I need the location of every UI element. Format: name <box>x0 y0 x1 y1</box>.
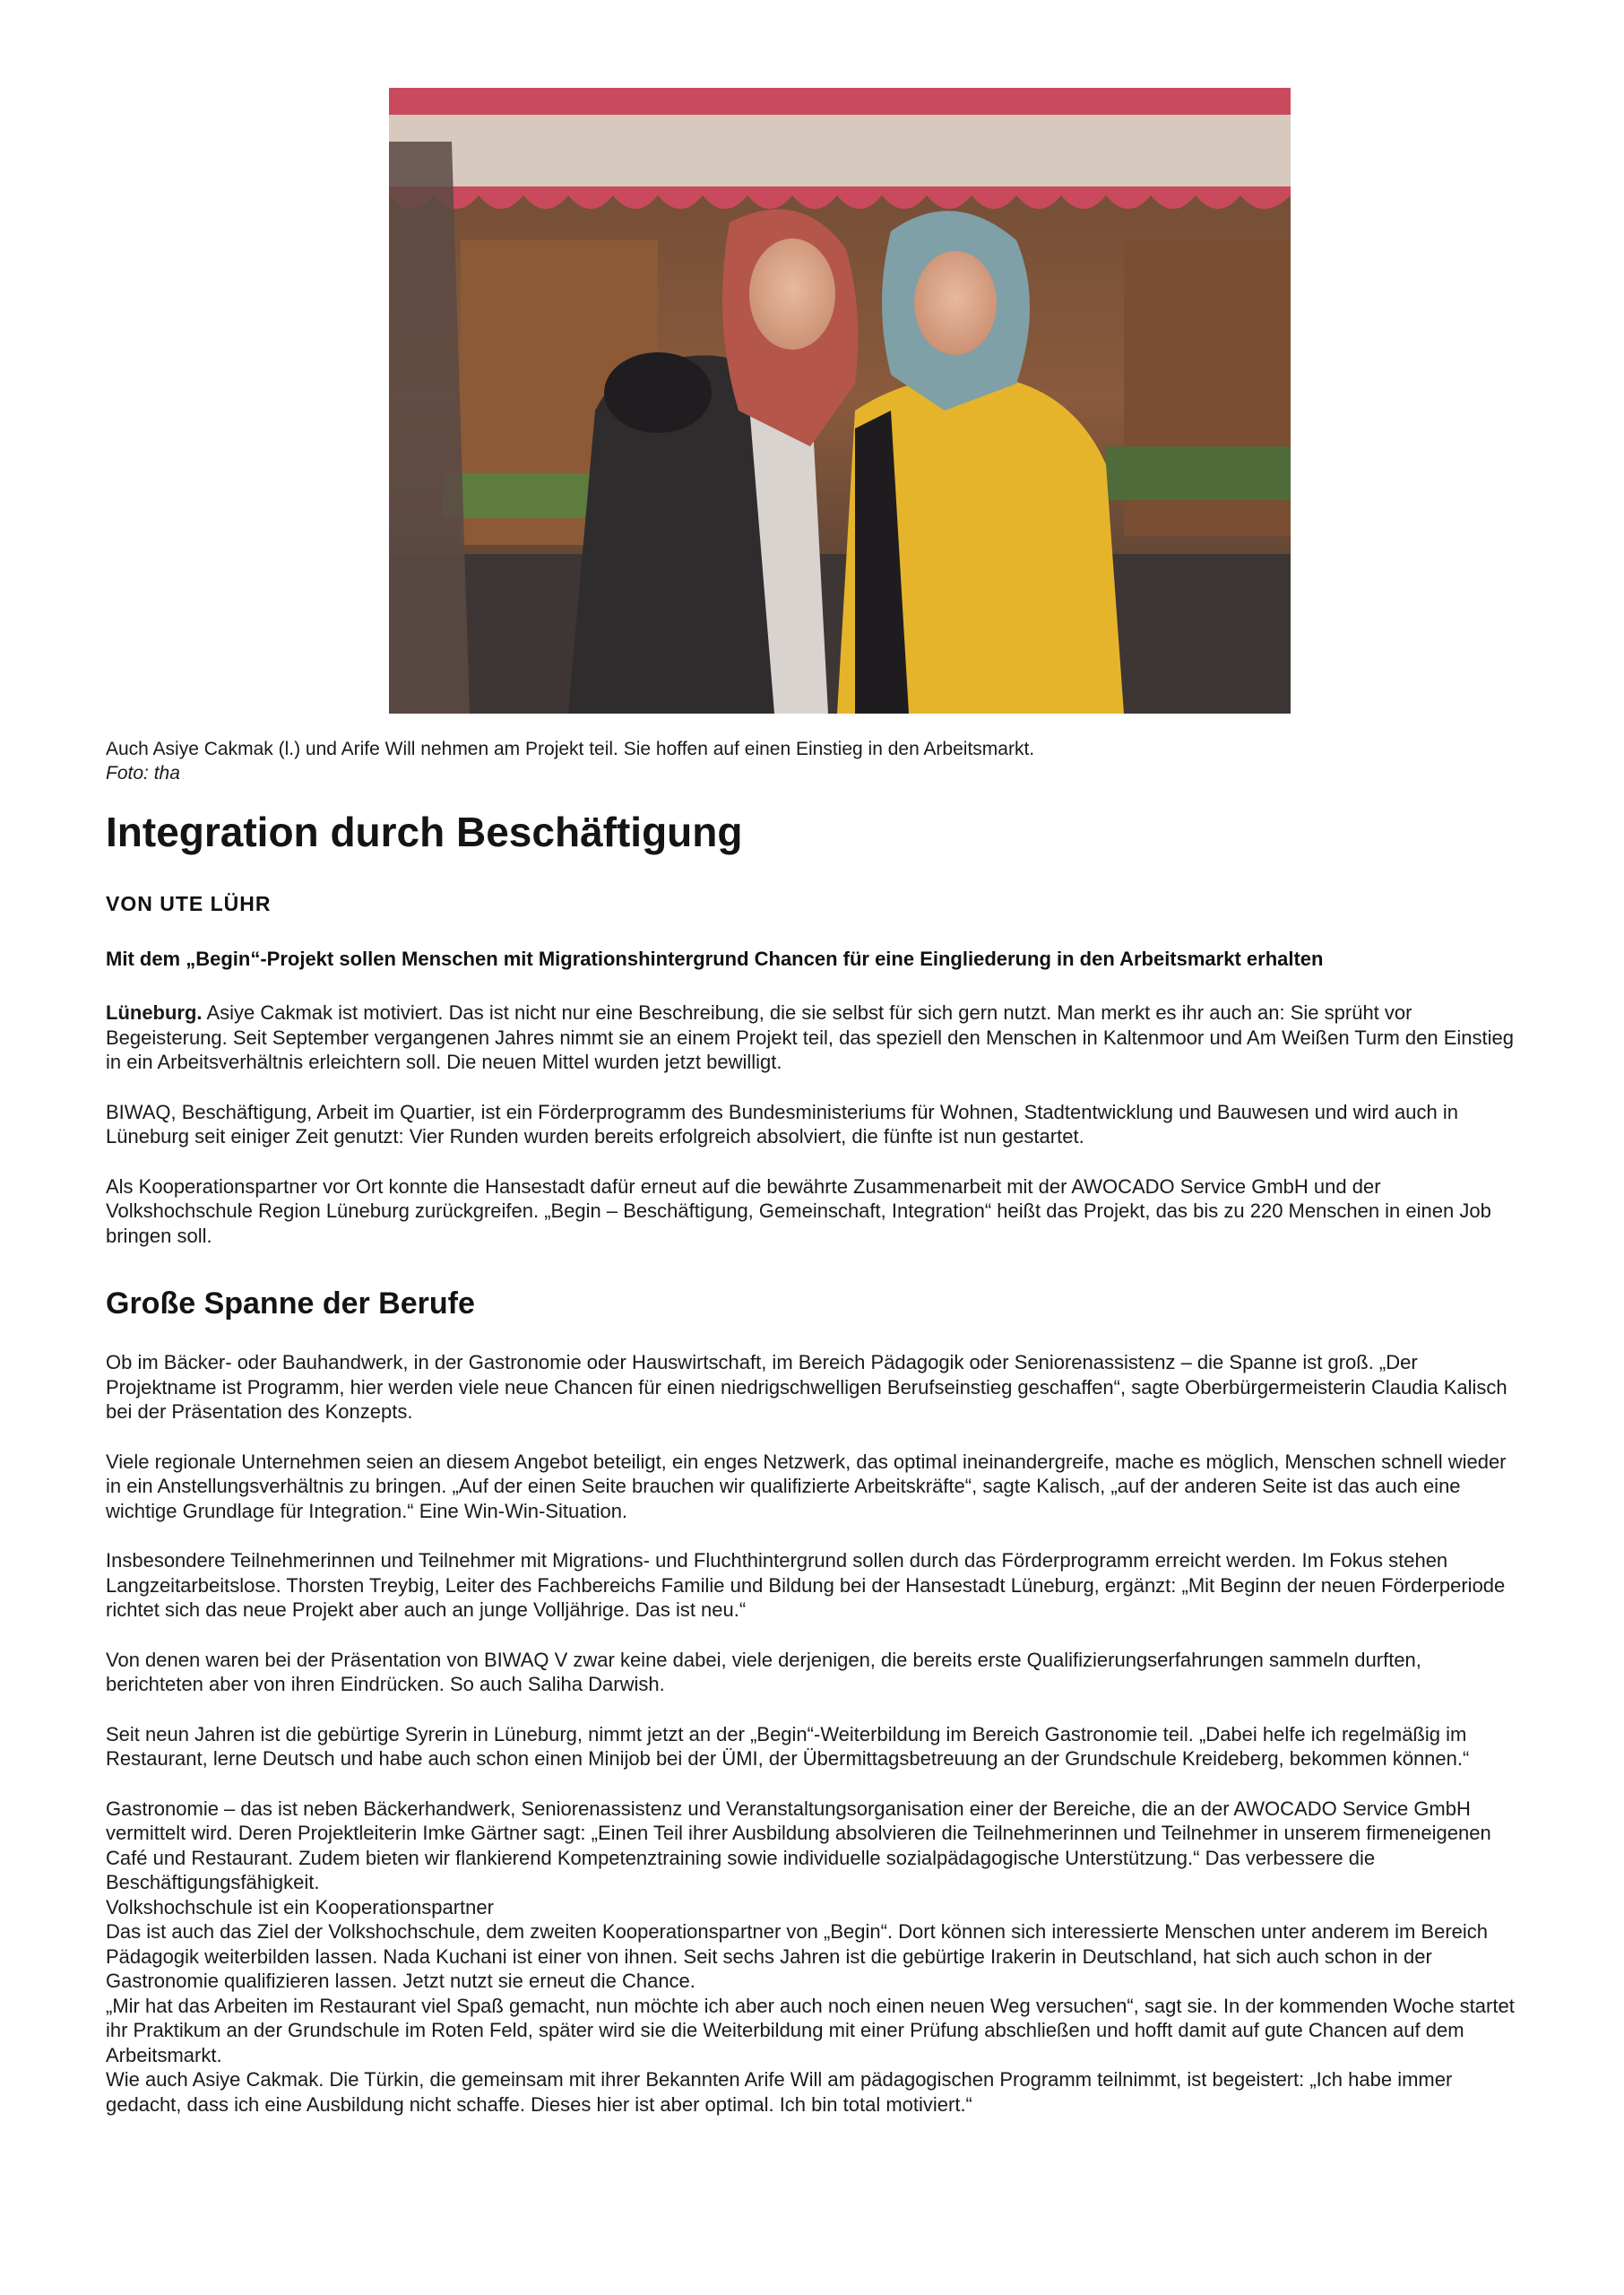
article-subheading: Große Spanne der Berufe <box>106 1286 475 1321</box>
paragraph-12: „Mir hat das Arbeiten im Restaurant viel Spaß gemacht, nun möchte ich aber auch noch einen neuen Weg versuchen“, sagt sie. In der kommenden Woche startet ihr Praktikum an der Grundschule im Roten Feld, später wird sie die Weiterbildung mit einer Prüfung abschließen und hofft damit auf gute Chancen auf dem Arbeitsmarkt. <box>106 1994 1515 2066</box>
paragraph-11: Das ist auch das Ziel der Volkshochschule, dem zweiten Kooperationspartner von „Begin“. Dort können sich interessierte Menschen unter anderem im Bereich Pädagogik weiterbilden lassen. Nada Kuchani ist einer von ihnen. Seit sechs Jahren ist die gebürtige Irakerin in Deutschland, hat sich auch schon in der Gastronomie qualifizieren lassen. Jetzt nutzt sie erneut die Chance. <box>106 1920 1489 1992</box>
dateline: Lüneburg. <box>106 1001 203 1024</box>
photo-credit: Foto: tha <box>106 763 180 784</box>
article-body-intro <box>106 1000 1522 1273</box>
paragraph-10: Volkshochschule ist ein Kooperationspartner <box>106 1895 494 1918</box>
photo-caption <box>106 737 1522 785</box>
article-photo <box>389 88 1291 714</box>
paragraph-3: Als Kooperationspartner vor Ort konnte die Hansestadt dafür erneut auf die bewährte Zusammenarbeit mit der AWOCADO Service GmbH und der Volkshochschule Region Lüneburg zurückgreifen. „Begin – Beschäftigung, Gemeinschaft, Integration“ heißt das Projekt, das bis zu 220 Menschen in einen Job bringen soll. <box>106 1174 1491 1247</box>
article-lead: Mit dem „Begin“-Projekt sollen Menschen mit Migrationshintergrund Chancen für eine Eingliederung in den Arbeitsmarkt erhalten <box>106 948 1324 970</box>
article-author: VON UTE LÜHR <box>106 892 272 915</box>
paragraph-1 <box>106 1000 1522 1075</box>
caption-text: Auch Asiye Cakmak (l.) und Arife Will nehmen am Projekt teil. Sie hoffen auf einen Einstieg in den Arbeitsmarkt. <box>106 739 1035 759</box>
paragraph-9: Gastronomie – das ist neben Bäckerhandwerk, Seniorenassistenz und Veranstaltungsorganisation einer der Bereiche, die an der AWOCADO Service GmbH vermittelt wird. Deren Projektleiterin Imke Gärtner sagt: „Einen Teil ihrer Ausbildung absolvieren die Teilnehmerinnen und Teilnehmer in unserem firmeneigenen Café und Restaurant. Zudem bieten wir flankierend Kompetenztraining sowie individuelle sozialpädagogische Unterstützung.“ Das verbessere die Beschäftigungsfähigkeit. <box>106 1797 1491 1893</box>
paragraph-2: BIWAQ, Beschäftigung, Arbeit im Quartier, ist ein Förderprogramm des Bundesministeriums für Wohnen, Stadtentwicklung und Bauwesen und wird auch in Lüneburg seit einiger Zeit genutzt: Vier Runden wurden bereits erfolgreich absolviert, die fünfte ist nun gestartet. <box>106 1100 1458 1148</box>
paragraph-7: Von denen waren bei der Präsentation von BIWAQ V zwar keine dabei, viele derjenigen, die bereits erste Qualifizierungserfahrungen sammeln durften, berichteten aber von ihren Eindrücken. So auch Saliha Darwish. <box>106 1648 1421 1695</box>
article-headline: Integration durch Beschäftigung <box>106 809 743 855</box>
paragraph-4: Ob im Bäcker- oder Bauhandwerk, in der Gastronomie oder Hauswirtschaft, im Bereich Pädagogik oder Seniorenassistenz – die Spanne ist groß. „Der Projektname ist Programm, hier werden viele neue Chancen für einen niedrigschwelligen Berufseinstieg geschaffen“, sagte Oberbürgermeisterin Claudia Kalisch bei der Präsentation des Konzepts. <box>106 1351 1507 1423</box>
market-stall-photo-icon <box>389 88 1291 714</box>
paragraph-6: Insbesondere Teilnehmerinnen und Teilnehmer mit Migrations- und Fluchthintergrund sollen durch das Förderprogramm erreicht werden. Im Fokus stehen Langzeitarbeitslose. Thorsten Treybig, Leiter des Fachbereichs Familie und Bildung bei der Hansestadt Lüneburg, ergänzt: „Mit Beginn der neuen Förderperiode richtet sich das neue Projekt aber auch an junge Volljährige. Das ist neu.“ <box>106 1549 1506 1621</box>
article-body-main <box>106 1284 1522 2117</box>
paragraph-8: Seit neun Jahren ist die gebürtige Syrerin in Lüneburg, nimmt jetzt an der „Begin“-Weiterbildung im Bereich Gastronomie teil. „Dabei helfe ich regelmäßig im Restaurant, lerne Deutsch und habe auch schon einen Minijob bei der ÜMI, der Übermittagsbetreuung an der Grundschule Kreideberg, bekommen können.“ <box>106 1722 1470 1770</box>
paragraph-1-text: Asiye Cakmak ist motiviert. Das ist nicht nur eine Beschreibung, die sie selbst für sich gern nutzt. Man merkt es ihr auch an: Sie sprüht vor Begeisterung. Seit September vergangenen Jahres nimmt sie an einem Projekt teil, das speziell den Menschen in Kaltenmoor und Am Weißen Turm den Einstieg in ein Arbeitsverhältnis erleichtern soll. Die neuen Mittel wurden jetzt bewilligt. <box>106 1001 1514 1073</box>
paragraph-13: Wie auch Asiye Cakmak. Die Türkin, die gemeinsam mit ihrer Bekannten Arife Will am pädagogischen Programm teilnimmt, ist begeistert: „Ich habe immer gedacht, dass ich eine Ausbildung nicht schaffe. Dieses hier ist aber optimal. Ich bin total motiviert.“ <box>106 2068 1453 2116</box>
paragraph-5: Viele regionale Unternehmen seien an diesem Angebot beteiligt, ein enges Netzwerk, das optimal ineinandergreife, mache es möglich, Menschen schnell wieder in ein Anstellungsverhältnis zu bringen. „Auf der einen Seite brauchen wir qualifizierte Arbeitskräfte“, sagte Kalisch, „auf der anderen Seite ist das auch eine wichtige Grundlage für Integration.“ Eine Win-Win-Situation. <box>106 1450 1507 1522</box>
